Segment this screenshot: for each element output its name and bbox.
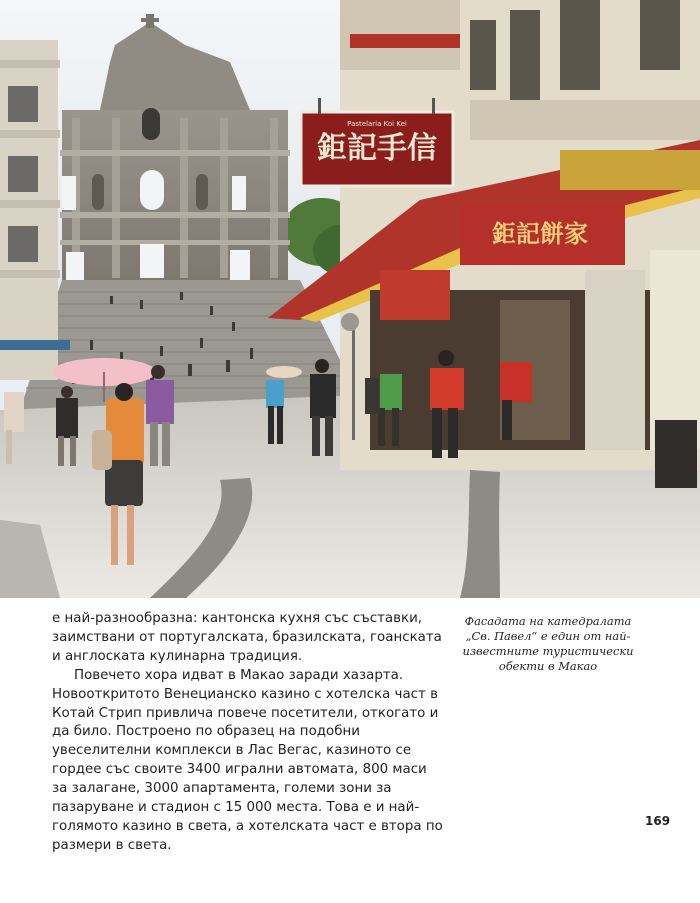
body-text [52, 610, 444, 856]
svg-text:鉅記餅家: 鉅記餅家 [492, 220, 588, 248]
body-paragraph-1: е най-разнообразна: кантонска кухня със съставки, заимствани от португалската, бразилската, гоанската и англоската кулинарна традиция. [52, 611, 442, 664]
shop-sign [301, 98, 453, 186]
body-paragraph-2: Повечето хора идват в Макао заради хазарта. Новооткритото Венецианско казино с хотелска част в Котай Стрип привлича повече посетители, откогато и да било. Построено по образец на подобни увеселителни комплекси в Лас Вегас, казиното се гордее със своите 3400 игрални автомата, 800 маси за залагане, 3000 апартамента, големи зони за пазаруване и стадион с 15 000 места. Това е и най-голямото казино в света, а хотелската част е втора по размери в света. [52, 667, 443, 853]
page-number: 169 [645, 814, 671, 828]
svg-text:鉅記手信: 鉅記手信 [317, 131, 437, 166]
svg-text:Pastelaria Koi Kei: Pastelaria Koi Kei [347, 120, 407, 128]
photo-caption: Фасадата на катедралата „Св. Павел“ е един от най-известните туристически обекти в Макао [462, 614, 634, 673]
